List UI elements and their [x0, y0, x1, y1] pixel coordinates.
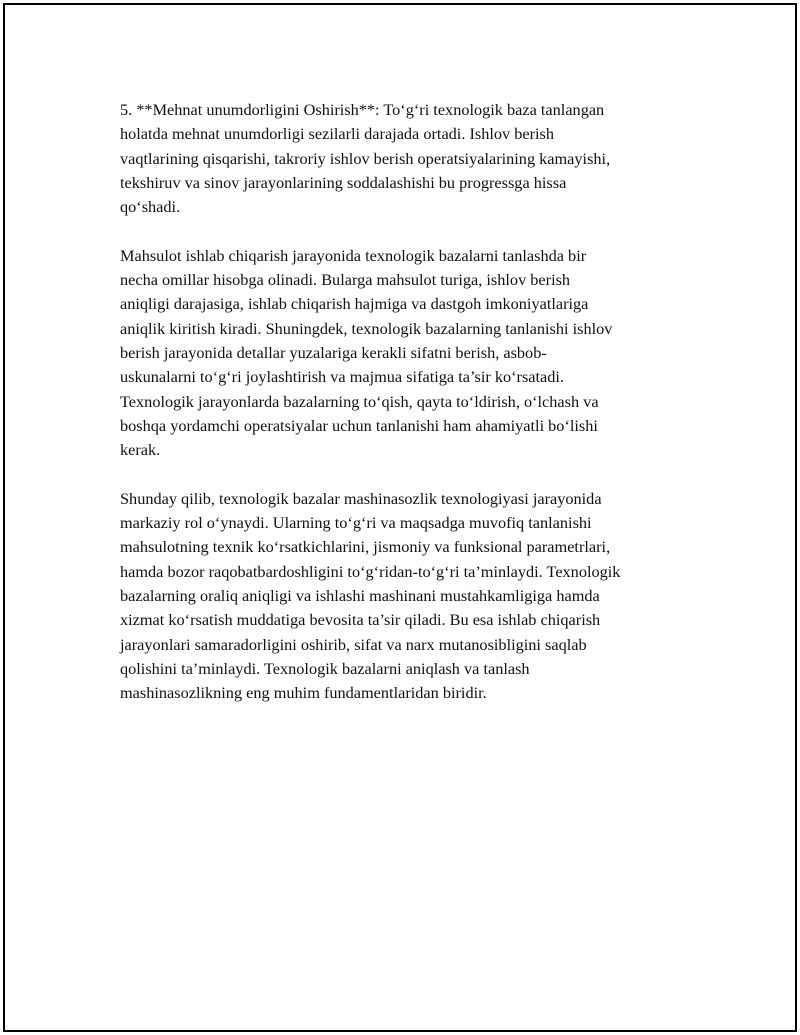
paragraph-selection-factors: Mahsulot ishlab chiqarish jarayonida texnologik bazalarni tanlashda bir necha omillar hisobga olinadi. Bularga mahsulot turiga, ishlov berish aniqligi darajasiga, ishlab chiqarish hajmiga va dastgoh imkoniyatlariga aniqlik kiritish kiradi. Shuningdek, texnologik bazalarning tanlanishi ishlov berish jarayonida detallar yuzalariga kerakli sifatni berish, asbob- uskunalarni to‘g‘ri joylashtirish va majmua sifatiga ta’sir ko‘rsatadi. Texnologik jarayonlarda bazalarning to‘qish, qayta to‘ldirish, o‘lchash va boshqa yordamchi operatsiyalar uchun tanlanishi ham ahamiyatli bo‘lishi kerak. — [120, 245, 613, 460]
paragraph-productivity: 5. **Mehnat unumdorligini Oshirish**: To‘g‘ri texnologik baza tanlangan holatda mehnat unumdorligi sezilarli darajada ortadi. Ishlov berish vaqtlarining qisqarishi, takroriy ishlov berish operatsiyalarining kamayishi, tekshiruv va sinov jarayonlarining soddalashishi bu progressga hissa qo‘shadi. — [120, 100, 611, 217]
document-body — [120, 98, 692, 705]
document-page — [3, 3, 797, 1032]
paragraph-conclusion: Shunday qilib, texnologik bazalar mashinasozlik texnologiyasi jarayonida markaziy rol o‘ynaydi. Ularning to‘g‘ri va maqsadga muvofiq tanlanishi mahsulotning texnik ko‘rsatkichlarini, jismoniy va funksional parametrlari, hamda bozor raqobatbardoshligini to‘g‘ridan-to‘g‘ri ta’minlaydi. Texnologik bazalarning oraliq aniqligi va ishlashi mashinani mustahkamligiga hamda xizmat ko‘rsatish muddatiga bevosita ta’sir qiladi. Bu esa ishlab chiqarish jarayonlari samaradorligini oshirib, sifat va narx mutanosibligini saqlab qolishini ta’minlaydi. Texnologik bazalarni aniqlash va tanlash mashinasozlikning eng muhim fundamentlaridan biridir. — [120, 488, 621, 703]
